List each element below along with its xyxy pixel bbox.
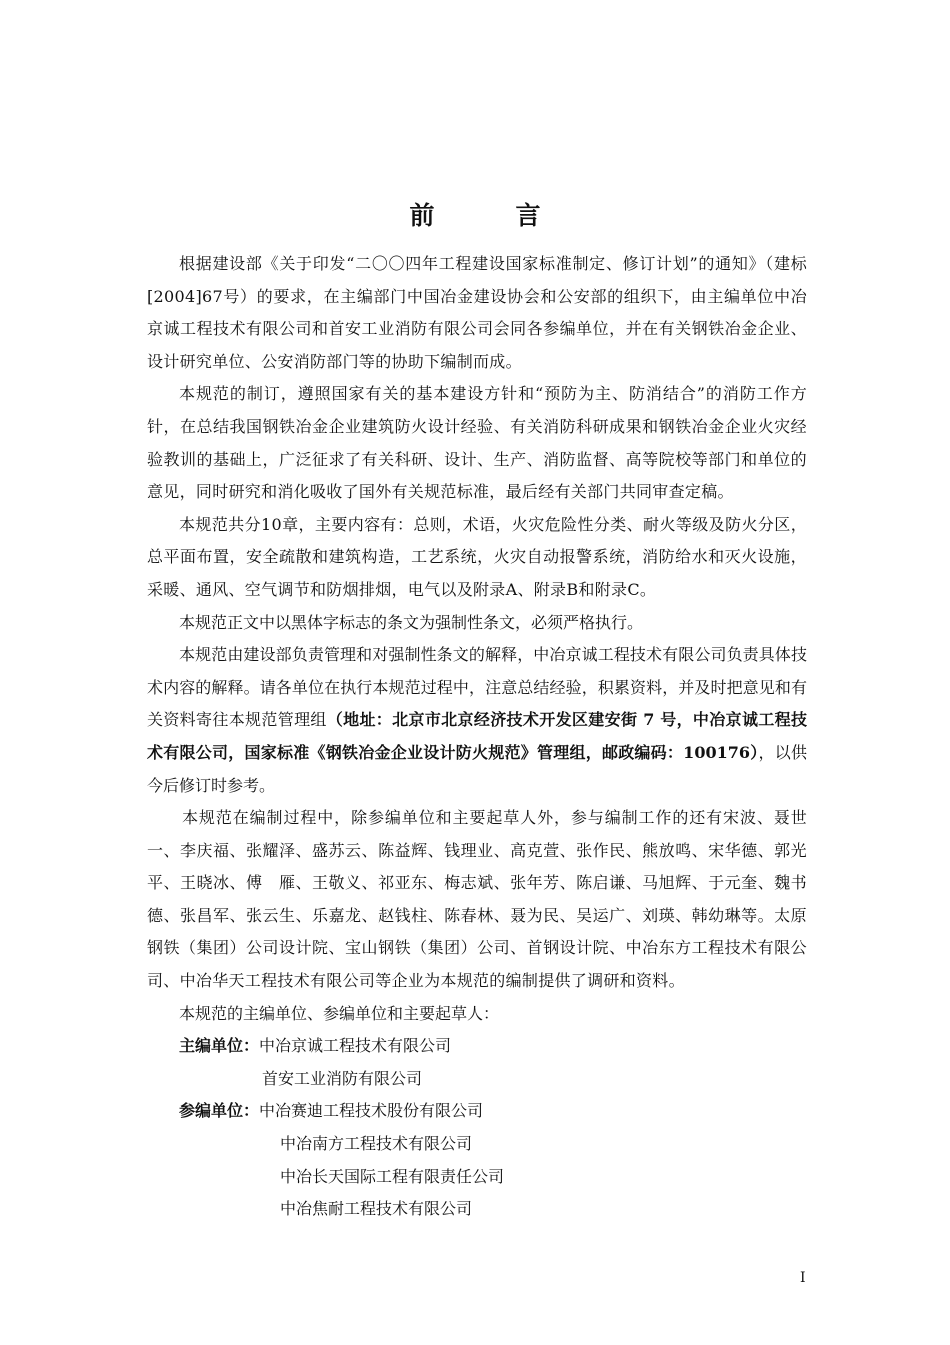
chief-unit-row <box>147 1030 807 1063</box>
paragraph-1: 根据建设部《关于印发“二〇〇四年工程建设国家标准制定、修订计划”的通知》（建标[2004]67号）的要求，在主编部门中国冶金建设协会和公安部的组织下，由主编单位中冶京诚工程技术有限公司和首安工业消防有限公司会同各参编单位，并在有关钢铁冶金企业、设计研究单位、公安消防部门等的协助下编制而成。 <box>147 254 807 371</box>
chief-unit-2: 首安工业消防有限公司 <box>262 1068 423 1088</box>
paragraph-4: 本规范正文中以黑体字标志的条文为强制性条文，必须严格执行。 <box>179 612 644 632</box>
page-title: 前 言 <box>409 201 569 230</box>
chief-unit-1: 中冶京诚工程技术有限公司 <box>259 1036 452 1056</box>
participant-unit-2: 中冶南方工程技术有限公司 <box>280 1134 473 1154</box>
paragraph-6: 本规范在编制过程中，除参编单位和主要起草人外，参与编制工作的还有宋波、聂世一、李庆福、张耀泽、盛苏云、陈益辉、钱理业、高克萱、张作民、熊放鸣、宋华德、郭光平、王晓冰、傅 雁、王敬义、祁亚东、梅志斌、张年芳、陈启谦、马旭辉、于元奎、魏书德、张昌军、张云生、乐嘉龙、赵钱柱、陈春林、聂为民、吴运广、刘瑛、韩幼琳等。太原钢铁（集团）公司设计院、宝山钢铁（集团）公司、首钢设计院、中冶东方工程技术有限公司、中冶华天工程技术有限公司等企业为本规范的编制提供了调研和资料。 <box>147 808 807 991</box>
paragraph-2: 本规范的制订，遵照国家有关的基本建设方针和“预防为主、防消结合”的消防工作方针，在总结我国钢铁冶金企业建筑防火设计经验、有关消防科研成果和钢铁冶金企业火灾经验教训的基础上，广泛征求了有关科研、设计、生产、消防监督、高等院校等部门和单位的意见，同时研究和消化吸收了国外有关规范标准，最后经有关部门共同审查定稿。 <box>147 384 807 502</box>
paragraph-5-end: ，以供今后修订时参考。 <box>147 742 807 795</box>
page-number: I <box>800 1270 806 1286</box>
chief-unit-label: 主编单位： <box>179 1036 260 1056</box>
paragraph-5-text: 本规范由建设部负责管理和对强制性条文的解释，中冶京诚工程技术有限公司负责具体技术内容的解释。请各单位在执行本规范过程中，注意总结经验，积累资料，并及时把意见和有关资料寄往本规范管理组 <box>147 645 807 730</box>
paragraph-5 <box>147 639 807 802</box>
participant-unit-label: 参编单位： <box>179 1101 260 1121</box>
paragraph-7: 本规范的主编单位、参编单位和主要起草人： <box>179 1003 500 1023</box>
participant-unit-row <box>147 1095 807 1128</box>
participant-unit-3: 中冶长天国际工程有限责任公司 <box>280 1166 505 1186</box>
document-body <box>147 248 807 1226</box>
participant-unit-4: 中冶焦耐工程技术有限公司 <box>280 1199 473 1219</box>
paragraph-5-address: （地址：北京市北京经济技术开发区建安街 7 号，中冶京诚工程技术有限公司，国家标准《钢铁冶金企业设计防火规范》管理组，邮政编码：100176） <box>147 710 807 762</box>
participant-unit-1: 中冶赛迪工程技术股份有限公司 <box>259 1101 484 1121</box>
paragraph-3: 本规范共分10章，主要内容有：总则，术语，火灾危险性分类、耐火等级及防火分区，总平面布置，安全疏散和建筑构造，工艺系统，火灾自动报警系统，消防给水和灭火设施，采暖、通风、空气调节和防烟排烟，电气以及附录A、附录B和附录C。 <box>147 514 807 599</box>
